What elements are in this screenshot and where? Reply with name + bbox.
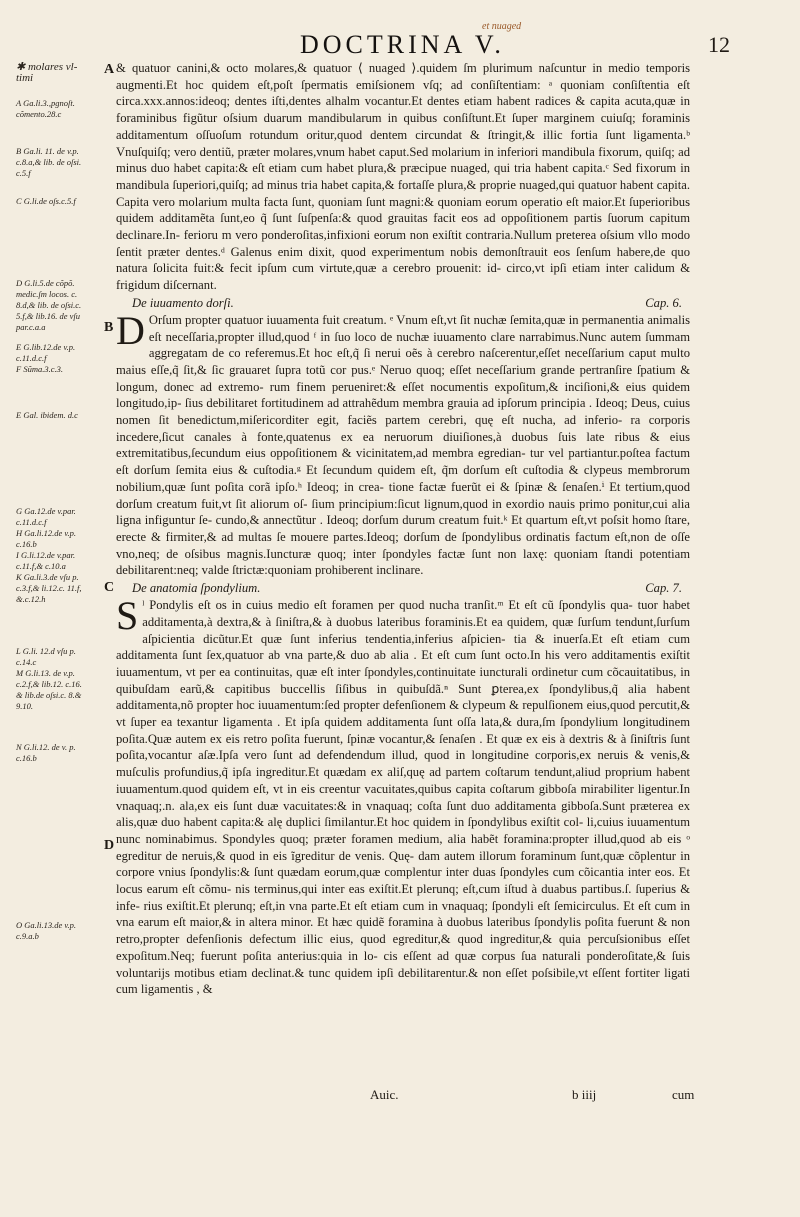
gloss-b: B Ga.li. 11. de v.p. c.8.a,& lib. de oſsi. c.5.f (16, 146, 82, 178)
gloss-l-m: L G.li. 12.d vſu p. c.14.c M G.li.13. de v.p. c.2.f,& lib.12. c.16. & lib.de oſsi.c. 8.& 9.10. (16, 646, 82, 711)
gloss-c: C G.li.de oſs.c.5.f (16, 196, 76, 206)
chapter-heading-7 (116, 579, 690, 597)
drop-cap: D (116, 307, 145, 353)
section-marker-a: A (104, 62, 115, 77)
section-marker-d: D (104, 838, 115, 853)
gloss-a: A Ga.li.3.,pgnoſt. cõmento.28.c (16, 98, 75, 119)
section-marker-c: C (104, 580, 115, 595)
gloss-g-k: G Ga.12.de v.par. c.11.d.c.f H Ga.li.12.de v.p. c.16.b I G.li.12.de v.par. c.11.f,& c.10.a K Ga.li.3.de vſu p. c.3.f,& li.12.c. 11.f, &.c.12.h (16, 506, 82, 604)
gloss-e-ibidem: E Gal. ibidem. d.c (16, 410, 78, 420)
gloss-d: D G.li.5.de cõpõ. medic.ſm locos. c. 8.d,& lib. de oſsi.c. 5.f,& lib.16. de vſu par.c.a.a (16, 278, 82, 332)
paragraph-dentes: & quatuor canini,& octo molares,& quatuor ⟨ nuaged ⟩.quidem ſm plurimum naſcuntur in medio temporis augmenti.Et hoc quidem eſt,poſt ſpermatis emiſsionem vſq; ad conſiſtentiam: ᵃ quoniam conſiſtentia eſt circa.xxx.annos:ideoq; dentes iſti,dentes alhalm vocantur.Et dentes etiam habent radices & capita acuta,quæ in foraminibus figũtur oſsium duarum mandibularum in quibus conſiſtunt.Et ſuper marginem cuiuſq; foraminis additamentum oſſuoſum rotundum oritur,quod dentem circundat & ſtringit,& illic fortia ſunt ligamenta.ᵇ Vnuſquiſq; vero dentiũ, præter molares,vnum habet caput.Sed molarium in inferiori mandibula fixorum, quiſq; ad minus duo habet capita:& eſt etiam cum habet plura,& præcipue nuaged, qui tria habent capita.ᶜ Sed fixorum in mandibula ſuperiori,quiſq; ad minus tria habet capita,& fortaſſe plura,& proprie nuaged,qui quatuor habent capita. Capita vero molarium multa facta ſunt, quoniam ſunt magni:& quoniam eorum operatio eſt maior.Et ſuperioribus quidem additamẽta ſunt,eo q̃ ſunt ſuſpenſa:& quod grauitas facit eos ad oppoſitionem partis ſuorum capitum declinare.In‑ ferioru m vero ponderoſitas,infixioni eorum non exiſtit contraria.Nullum preterea oſsium vllo modo ſentit præter dentes.ᵈ Galenus enim dixit, quod experimentum nobis demonſtrauit eos ſenſum habere,de quo natura ſolicita fuit:& fecit ipſum cum virtute,quæ a cerebro prouenit: id‑ circo,vt ipſi etiam inter calidum & frigidum diſcernant. (116, 61, 690, 293)
paragraph-spondylis: S ˡ Pondylis eſt os in cuius medio eſt foramen per quod nucha tranſit.ᵐ Et eſt cũ ſpondylis qua‑ tuor habet additamenta,à dextra,& à ſiniſtra,& à duobus lateribus foraminis.Et ea quidem, quæ ſurſum tendunt,ſurſum aſpicientia dicũtur.Et quæ ſunt inferius tendentia,inferius aſpicien‑ tia & inuerſa.Et eſt etiam cum additamenta ſunt ſex,quatuor ab vna parte,& duo ab alia . Et eſt cum ſunt octo.In his vero additamentis exiſtit iuuamentum, vt per ea continuitas, quæ eſt inter ſpondyles,continuitate iuncturali ordinetur cum cõcauitatibus, in quibuſdam earũ,& capitibus buccellis ſiſibus in quibuſdã.ⁿ Sunt ꝑterea,ex ſpondylibus,q̃ alia habent additamenta,nõ propter hoc iuuamentum:ſed propter defenſionem & clypeum & repulſionem eius,quod percutit,& vt ſuper ea texantur ligamenta . Et ipſa quidem additamenta ſunt oſſa lata,& dura,ſm ſpondylium longitudinem poſita.Quæ autem ex eis retro poſita fuerunt, ſpinæ vocantur,& ſenaſen . Et quæ ex eis à dextris & à ſiniſtris ſunt poſita,vocantur aſæ.Ipſa vero ſunt ad defendendum illud, quod in longitudine corporis,ex neruis & venis,& muſculis profundius,q̃ ipſa ingreditur.Et quædam ex aliſ,quę ad partem coſtarum tendunt,aliud proprium habent iuuamentum.quod quidem eſt, vt in eis creentur vacuitates,quibus capita coſtarum gibboſa mirabiliter ligentur.In vnaquaq;.n. ala,ex eis ſunt duæ vacuitates:& in vnaquaq; coſta ſunt duo additamenta gibboſa.Sunt præterea ex alis,quæ duo habent capita:& alę duplici ſimilantur.Et hoc quidem in ſpondylibus exiſtit col‑ li,cuius iuuamentum nunc nominabimus. Spondyles quoq; præter foramen medium, alia habẽt foramina:propter illud,quod ab eis ᵒ egreditur de neruis,& quod in eis ĩgreditur de venis. Quę‑ dam autem illorum foraminum ſunt,quæ cõplentur in corpore vnius ſpondylis:& ſunt quædam eorum,quæ complentur inter duas ſpondyles cum cõicantia inter eos. Et locus earum eſt cõmu‑ nis terminus,qui inter eas exiſtit.Et plerunq; eſt,cum iſtud à duabus partibus.ſ. ſuperius & infe‑ rius exiſtit.Et plerunq; eſt,in vna parte.Et eſt etiam cum in vnaquaq; ſpondyli eſt ſemicirculus. Et eſt cum in vna earum eſt maior,& in altera minor. Et hæc quidẽ foramina à duobus lateribus ſpondylis poſita fuerunt & non retro,propter defenſionis defectum illic eius, quod egreditur,& quod ingreditur,& quia percuſsionibus eſſet expoſitum.Neq; fuerunt poſita anterius:quia in lo‑ cis eſſent ad quæ corpus ſua naturali ponderoſitate,& ſuis voluntarijs motibus etiam declinat.& tunc quidem ipſi debilitarentur.& non eſſet poſsibile,vt eſſent fortiter ligati cum ligamentis , & (116, 593, 690, 997)
chapter-number: Cap. 7. (645, 581, 682, 596)
gloss-molares: ✱ molares vl- timi (16, 61, 78, 84)
main-text (116, 60, 690, 1100)
gloss-o: O Ga.li.13.de v.p. c.9.a.b (16, 920, 77, 941)
gloss-e-f: E G.lib.12.de v.p. c.11.d.c.f F Sũma.3.c.3. (16, 342, 76, 374)
catchword-left: Auic. (370, 1087, 399, 1102)
chapter-title: De iuuamento dorſi. (132, 295, 234, 310)
handwritten-annotation: et nuaged (482, 21, 522, 32)
section-marker-b: B (104, 320, 114, 335)
catchword-right: cum (672, 1087, 695, 1102)
chapter-number: Cap. 6. (645, 295, 682, 310)
folio-number: 12 (708, 32, 730, 57)
running-title: DOCTRINA V. (300, 30, 505, 59)
signature-mark: b iiij (572, 1087, 597, 1102)
drop-cap: S (116, 593, 139, 639)
gloss-n: N G.li.12. de v. p. c.16.b (16, 742, 76, 763)
paragraph-dorsum: D Orſum propter quatuor iuuamenta fuit creatum. ᵉ Vnum eſt,vt ſit nuchæ ſemita,quæ in permanentia animalis eſt neceſſaria,propter illud,quod ᶠ in ſuo loco de nuchæ iuuamento clare narrabimus.Nunc autem ſummam aggregatam de co referemus.Et hoc eſt,q̃ ſi nerui oẽs à cerebro naſcerentur,eſſet neceſſarium caput multo maius eſſe,q̃ ſit,& ſic grauaret ſupra totũ cor pus.ᵉ Neruo quoq; eſſet neceſſarium grande pertranſire ſpatium & longum, donec ad extremo‑ rum finem perueniret:& eſſet nocumentis expoſitum,& inciſioni,& eius quidem longitudo,ip‑ ſius debilitaret fortitudinem ad attrahẽdum membra grauia ad ipſorum principia . Ideoq; Deus, cuius nomen ſit benedictum,miſericorditer egit, faciẽs partem cerebri, quę eſt nucha, ad inferio‑ ra corporis incedere,ſicut canales à fonte,quatenus ex ea neruorum diuiſiones,à duobus ſuis late ribus & eius extremitatibus,ſecundum eius oppoſitionem & vicinitatem,ad membra egredian‑ tur vel partiantur.poſtea factum eſt dorſum ſemita eius & cuſtodia.ᵍ Et ſecundum quidem eſt, q̃m dorſum eſt cuſtodia & clypeus membrorum nobilium,quæ ſunt poſita corã ipſo.ʰ Ideoq; in crea‑ tione factæ fuerũt ei & ſpinæ & ſenaſen.ⁱ Et tertium,quod dorſum creatum fuit,vt ſit aliorum oſ‑ ſium principium:ſicut lignum,quod in exordio nauis primo ponitur,cui alia ligna infiguntur ſe‑ cundo,& annectũtur . Ideoq; dorſum durum creatum fuit.ᵏ Et quartum eſt,vt poſsit homo ſtare, erecte & firmiter,& ad multas ſe mouere partes.Ideoq; dorſum de ſpondylibus ordinatis factum eſt,non de oſſe vno,neq; de oſsibus magnis.Iuncturæ quoq; inter ſpondyles factæ ſunt non laxę: quoniam ſtandi potentiam debilitarent:neq; valde ſtrictæ:quoniam prohiberent inclinare. (116, 307, 690, 578)
chapter-heading-6 (116, 294, 690, 312)
chapter-title: De anatomia ſpondylium. (132, 581, 261, 596)
page-footer (0, 1087, 800, 1107)
